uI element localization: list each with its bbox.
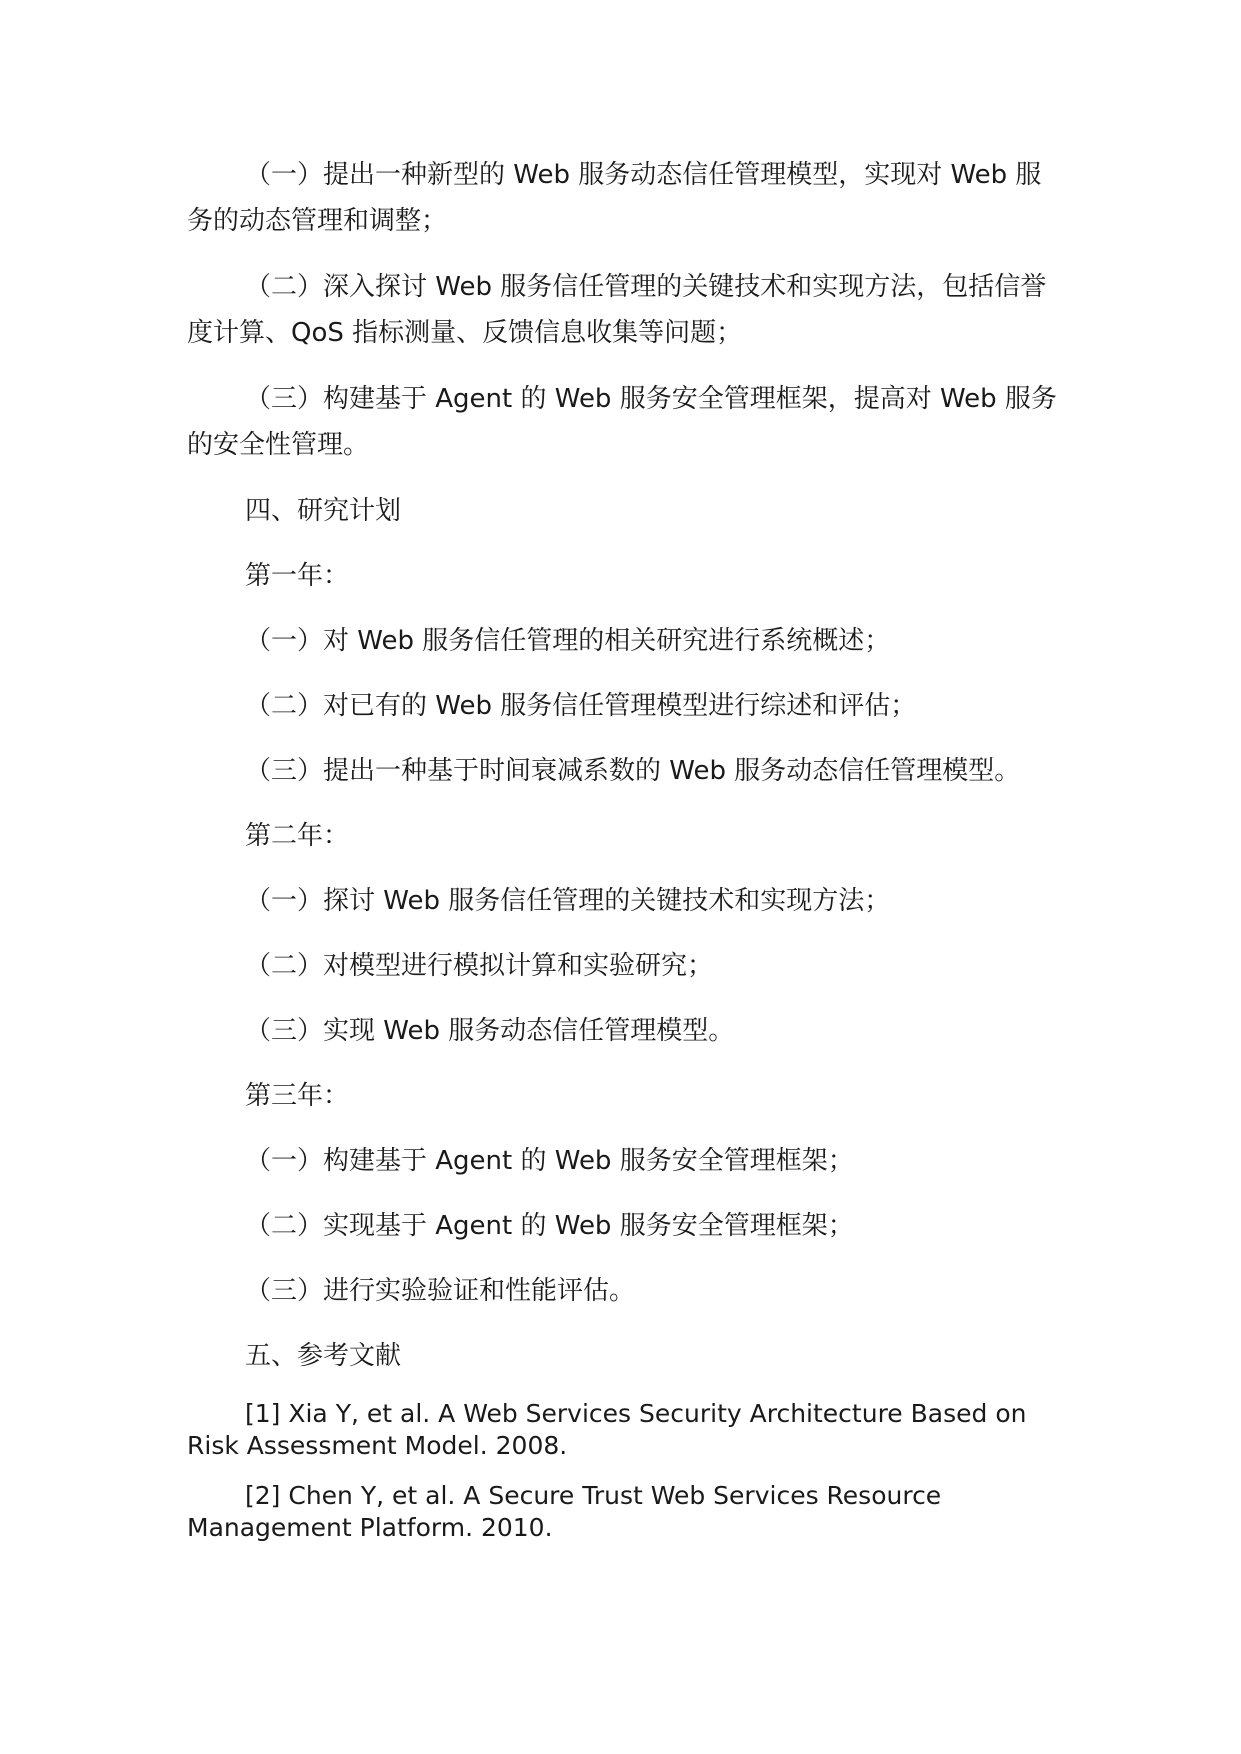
year2-item-2: （二）对模型进行模拟计算和实验研究； — [245, 951, 714, 981]
year2-label: 第二年： — [245, 821, 350, 851]
aim-paragraph-1: （一）提出一种新型的 Web 服务动态信任管理模型，实现对 Web 服务的动态管理和调整； — [187, 160, 1042, 236]
reference-item-2: [2] Chen Y, et al. A Secure Trust Web Services Resource Management Platform. 2010. — [187, 1481, 942, 1542]
year2-item-3: （三）实现 Web 服务动态信任管理模型。 — [245, 1016, 735, 1046]
year3-item-3: （三）进行实验验证和性能评估。 — [245, 1276, 636, 1306]
document-page — [187, 152, 1067, 1562]
section-heading-plan: 四、研究计划 — [245, 496, 402, 526]
year3-label: 第三年： — [245, 1081, 350, 1111]
year1-item-1: （一）对 Web 服务信任管理的相关研究进行系统概述； — [245, 626, 891, 656]
year1-item-3: （三）提出一种基于时间衰减系数的 Web 服务动态信任管理模型。 — [245, 756, 1021, 786]
year1-label: 第一年： — [245, 561, 350, 591]
section-heading-references: 五、参考文献 — [245, 1341, 402, 1371]
year2-item-1: （一）探讨 Web 服务信任管理的关键技术和实现方法； — [245, 886, 891, 916]
year1-item-2: （二）对已有的 Web 服务信任管理模型进行综述和评估； — [245, 691, 917, 721]
reference-item-1: [1] Xia Y, et al. A Web Services Security Architecture Based on Risk Assessment Model. 2008. — [187, 1399, 1027, 1460]
year3-item-2: （二）实现基于 Agent 的 Web 服务安全管理框架； — [245, 1211, 854, 1241]
aim-paragraph-3: （三）构建基于 Agent 的 Web 服务安全管理框架，提高对 Web 服务的安全性管理。 — [187, 384, 1057, 460]
aim-paragraph-2: （二）深入探讨 Web 服务信任管理的关键技术和实现方法，包括信誉度计算、QoS 指标测量、反馈信息收集等问题； — [187, 272, 1047, 348]
year3-item-1: （一）构建基于 Agent 的 Web 服务安全管理框架； — [245, 1146, 854, 1176]
